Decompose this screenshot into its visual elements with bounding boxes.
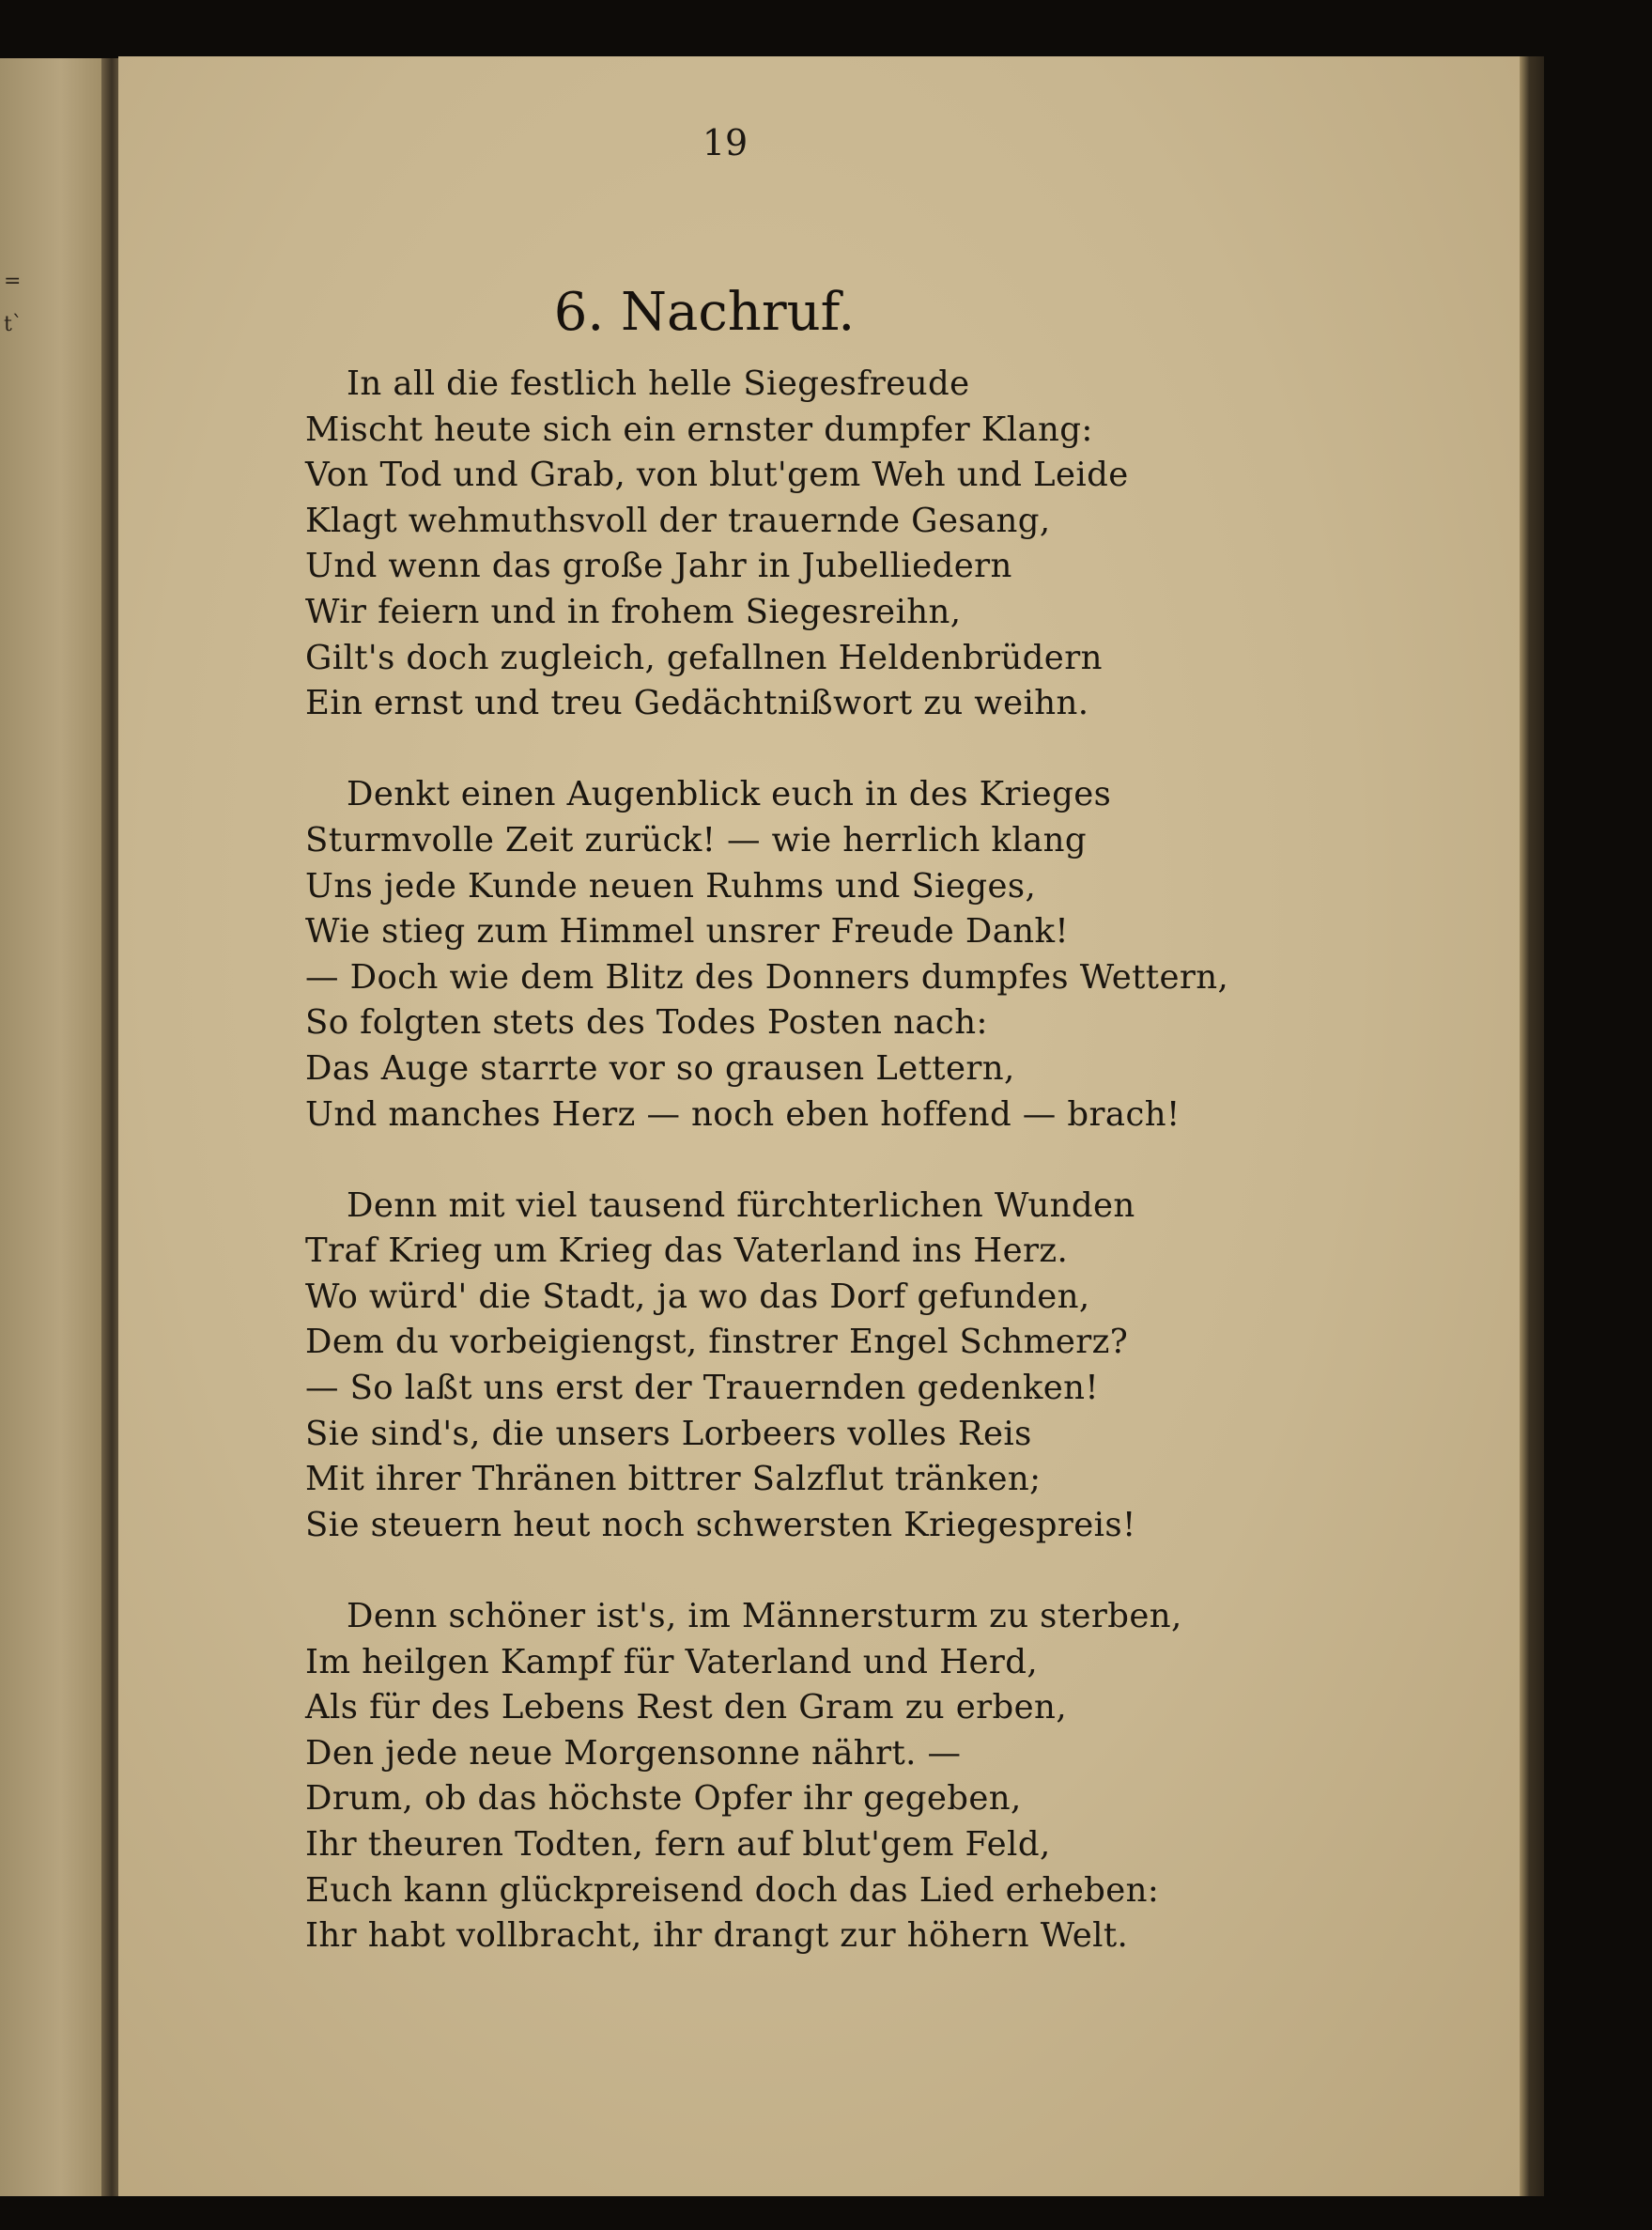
verse-line: Denkt einen Augenblick euch in des Krieges xyxy=(347,775,1112,814)
verse-line: Uns jede Kunde neuen Ruhms und Sieges, xyxy=(305,866,1037,906)
left-page-edge xyxy=(0,58,111,2196)
verse-line: Mit ihrer Thränen bittrer Salzflut tränken; xyxy=(305,1460,1042,1499)
verse-line: Wir feiern und in frohem Siegesreihn, xyxy=(305,592,962,631)
verse-line: Im heilgen Kampf für Vaterland und Herd, xyxy=(305,1642,1039,1681)
left-page-marks: = t` xyxy=(4,270,23,336)
stanza-1 xyxy=(305,362,1460,727)
verse-line: Ihr habt vollbracht, ihr drangt zur höhern Welt. xyxy=(305,1916,1129,1956)
verse-line: Drum, ob das höchste Opfer ihr gegeben, xyxy=(305,1779,1022,1819)
stanza-3 xyxy=(305,1184,1460,1549)
verse-line: Klagt wehmuthsvoll der trauernde Gesang, xyxy=(305,501,1051,540)
verse-line: Euch kann glückpreisend doch das Lied erheben: xyxy=(305,1870,1160,1910)
verse-line: Dem du vorbeigiengst, finstrer Engel Schmerz? xyxy=(305,1323,1129,1362)
verse-line: Denn schöner ist's, im Männersturm zu sterben, xyxy=(347,1597,1182,1636)
verse-line: Gilt's doch zugleich, gefallnen Heldenbrüdern xyxy=(305,638,1103,677)
verse-line: — So laßt uns erst der Trauernden gedenken! xyxy=(305,1369,1100,1408)
stanza-4 xyxy=(305,1594,1460,1959)
verse-line: Denn mit viel tausend fürchterlichen Wunden xyxy=(347,1185,1135,1225)
verse-line: In all die festlich helle Siegesfreude xyxy=(347,364,970,403)
verse-line: Wie stieg zum Himmel unsrer Freude Dank! xyxy=(305,912,1070,952)
page-number: 19 xyxy=(702,122,749,163)
verse-line: Ein ernst und treu Gedächtnißwort zu weihn. xyxy=(305,684,1089,723)
verse-line: Ihr theuren Todten, fern auf blut'gem Feld, xyxy=(305,1825,1051,1864)
page-edge xyxy=(1520,56,1544,2196)
verse-line: Von Tod und Grab, von blut'gem Weh und Leide xyxy=(305,456,1129,495)
poem-title: 6. Nachruf. xyxy=(553,282,856,343)
page xyxy=(118,56,1523,2196)
verse-line: Und wenn das große Jahr in Jubelliedern xyxy=(305,547,1012,586)
verse-line: Den jede neue Morgensonne nährt. — xyxy=(305,1733,962,1773)
poem-body xyxy=(305,362,1460,1959)
verse-line: Sie steuern heut noch schwersten Kriegespreis! xyxy=(305,1505,1136,1544)
verse-line: Wo würd' die Stadt, ja wo das Dorf gefunden, xyxy=(305,1277,1090,1316)
verse-line: Mischt heute sich ein ernster dumpfer Klang: xyxy=(305,410,1093,449)
verse-line: Traf Krieg um Krieg das Vaterland ins Herz. xyxy=(305,1231,1069,1271)
verse-line: Als für des Lebens Rest den Gram zu erben, xyxy=(305,1688,1068,1727)
verse-line: — Doch wie dem Blitz des Donners dumpfes Wettern, xyxy=(305,957,1229,997)
verse-line: Sturmvolle Zeit zurück! — wie herrlich klang xyxy=(305,820,1088,859)
verse-line: Und manches Herz — noch eben hoffend — brach! xyxy=(305,1094,1181,1134)
verse-line: Sie sind's, die unsers Lorbeers volles Reis xyxy=(305,1414,1032,1453)
verse-line: Das Auge starrte vor so grausen Lettern, xyxy=(305,1048,1015,1088)
verse-line: So folgten stets des Todes Posten nach: xyxy=(305,1003,988,1043)
stanza-2 xyxy=(305,772,1460,1138)
